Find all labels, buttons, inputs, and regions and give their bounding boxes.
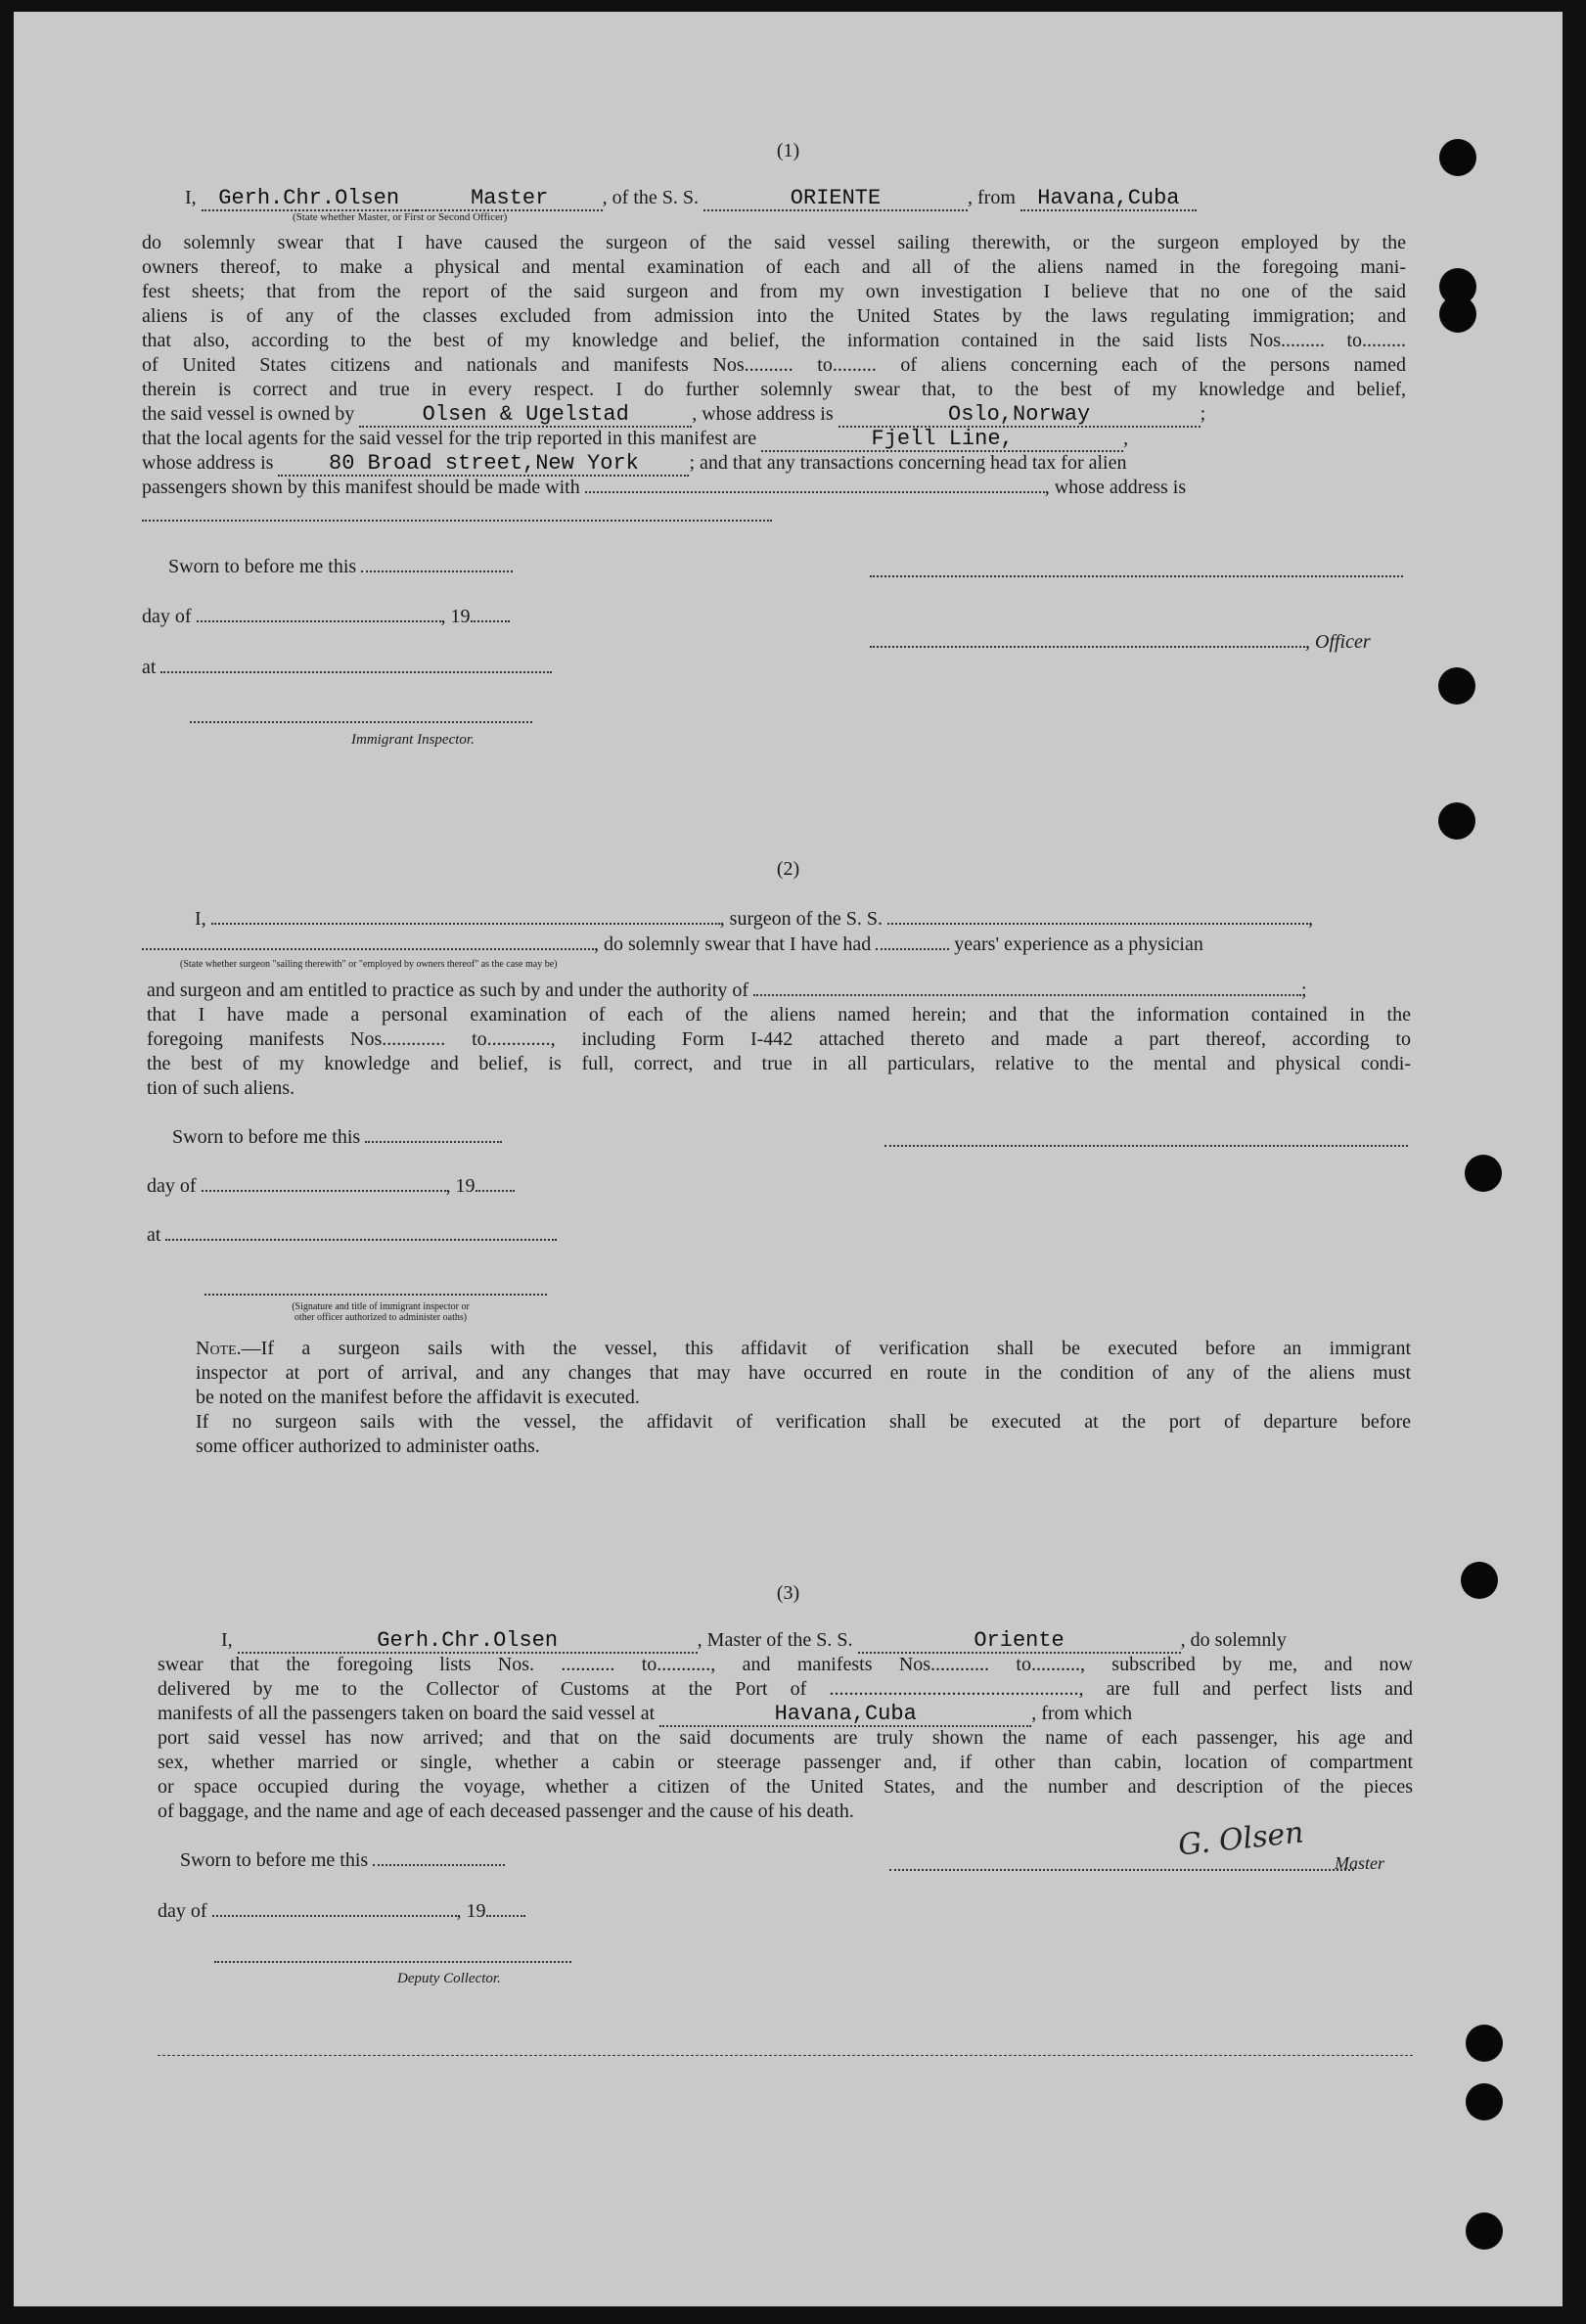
surgeon-text-line: tion of such aliens. xyxy=(147,1077,295,1099)
at-line-1: at xyxy=(142,656,552,680)
sworn-line-3: Sworn to before me this xyxy=(180,1848,505,1873)
surgeon-status-field[interactable] xyxy=(142,933,594,950)
agent-field[interactable]: Fjell Line, xyxy=(761,429,1123,452)
day-line-2: day of , 19 xyxy=(147,1174,515,1199)
binder-hole xyxy=(1466,2212,1503,2250)
surgeon-signature-blank[interactable] xyxy=(884,1145,1408,1147)
surgeon-text-line: the best of my knowledge and belief, is full, correct, and true in all particulars, relative to the mental and physical condi- xyxy=(147,1053,1411,1074)
section-number-3: (3) xyxy=(776,1582,800,1604)
master-signature: G. Olsen xyxy=(1176,1815,1306,1863)
collector-text-line: of baggage, and the name and age of each deceased passenger and the cause of his death. xyxy=(158,1800,854,1822)
vessel-name-field-3[interactable]: Oriente xyxy=(858,1630,1181,1654)
authority-line: and surgeon and am entitled to practice as such by and under the authority of ; xyxy=(147,980,1307,1001)
port-line: manifests of all the passengers taken on board the said vessel at Havana,Cuba , from which xyxy=(158,1702,1132,1726)
master-declaration-line: I, Gerh.Chr.Olsen Master , of the S. S. ORIENTE , from Havana,Cuba xyxy=(185,186,1408,211)
collector-text-line: port said vessel has now arrived; and that on the said documents are truly shown the name of each passenger, his age and xyxy=(158,1727,1413,1749)
years-field[interactable] xyxy=(876,933,949,950)
vessel-name-field[interactable]: ORIENTE xyxy=(703,188,968,211)
signature-note: (Signature and title of immigrant inspector or other officer authorized to administer oaths) xyxy=(292,1301,470,1323)
embarkation-port-field[interactable]: Havana,Cuba xyxy=(659,1704,1031,1727)
collector-text-line: swear that the foregoing lists Nos. ........... to..........., and manifests Nos............ to.........., subscribed by me, and now xyxy=(158,1654,1413,1675)
inspector-signature-blank[interactable] xyxy=(190,721,532,723)
bleed-through-text: ​ xyxy=(207,129,211,159)
surgeon-text-line: that I have made a personal examination of each of the aliens named herein; and that the information contained in the xyxy=(147,1004,1411,1025)
agent-address-field[interactable]: 80 Broad street,New York xyxy=(278,453,689,477)
binder-hole xyxy=(1465,1155,1502,1192)
collector-oath-line: I, Gerh.Chr.Olsen , Master of the S. S. Oriente , do solemnly xyxy=(221,1628,1287,1653)
master-role-field[interactable]: Master xyxy=(417,188,603,211)
binder-hole xyxy=(1438,802,1475,840)
at-line-2: at xyxy=(147,1223,557,1248)
collector-text-line: sex, whether married or single, whether a cabin or steerage passenger and, if other than cabin, location of compartment xyxy=(158,1752,1413,1773)
master-signature-blank[interactable] xyxy=(889,1869,1354,1871)
owner-address-field[interactable]: Oslo,Norway xyxy=(838,404,1201,428)
agents-line: that the local agents for the said vessel for the trip reported in this manifest are Fjell Line, , xyxy=(142,427,1129,451)
authority-field[interactable] xyxy=(753,979,1301,996)
surgeon-vessel-field[interactable] xyxy=(887,907,1308,925)
master-caption: Master xyxy=(1335,1853,1384,1873)
section-number-2: (2) xyxy=(776,858,800,880)
sworn-line-2: Sworn to before me this xyxy=(172,1125,502,1150)
officer-line: , Officer xyxy=(870,630,1406,655)
sworn-line-1: Sworn to before me this xyxy=(168,555,513,579)
surgeon-text-line: foregoing manifests Nos............. to............., including Form I-442 attached thereto and made a part thereof, according to xyxy=(147,1028,1411,1050)
head-tax-party-field[interactable] xyxy=(585,476,1045,493)
binder-hole xyxy=(1439,296,1476,333)
binder-hole xyxy=(1466,2083,1503,2120)
surgeon-name-field[interactable] xyxy=(211,907,720,925)
immigrant-inspector-caption: Immigrant Inspector. xyxy=(351,732,475,748)
officer-signature-blank-top[interactable] xyxy=(870,575,1403,577)
collector-text-line: or space occupied during the voyage, whether a citizen of the United States, and the number and description of the pieces xyxy=(158,1776,1413,1798)
binder-hole xyxy=(1466,2025,1503,2062)
owner-field[interactable]: Olsen & Ugelstad xyxy=(359,404,692,428)
day-line-3: day of , 19 xyxy=(158,1899,525,1924)
officer-signature-blank[interactable] xyxy=(870,630,1305,648)
bottom-rule xyxy=(158,2055,1413,2056)
agent-address-line: whose address is 80 Broad street,New York ; and that any transactions concerning head tax for alien xyxy=(142,451,1127,476)
passengers-line: passengers shown by this manifest should be made with , whose address is xyxy=(142,477,1187,498)
examining-officer-signature-blank[interactable] xyxy=(204,1294,547,1296)
collector-text-line: delivered by me to the Collector of Customs at the Port of ..................................................., are full and perfect lists and xyxy=(158,1678,1413,1700)
surgeon-experience-line: , do solemnly swear that I have had years' experience as a physician xyxy=(142,933,1414,957)
deputy-collector-signature-blank[interactable] xyxy=(214,1961,571,1963)
departure-port-field[interactable]: Havana,Cuba xyxy=(1020,188,1197,211)
surgeon-status-note: (State whether surgeon "sailing therewith" or "employed by owners thereof" as the case may be) xyxy=(180,959,558,970)
address-blank[interactable] xyxy=(142,520,772,522)
section-number-1: (1) xyxy=(776,140,800,161)
binder-hole xyxy=(1438,667,1475,705)
master-role-note: (State whether Master, or First or Second Officer) xyxy=(293,211,508,223)
owner-line: the said vessel is owned by Olsen & Ugelstad , whose address is Oslo,Norway ; xyxy=(142,402,1206,427)
master-name-field-3[interactable]: Gerh.Chr.Olsen xyxy=(238,1630,698,1654)
surgeon-line: I, , surgeon of the S. S. , xyxy=(195,908,1313,930)
manifest-page: ​ (1) I, Gerh.Chr.Olsen Master , of the S. S. ORIENTE , from Havana,Cuba (State whether Master, or First or Second Officer) do solemnly swear that I have caused the surgeon of the said vessel sailing therewith, or the surgeon employed by the owners thereof, to make a physical and mental examination of each and all of the aliens named in the foregoing mani- fest sheets; that from the report of the said surgeon and from my own investigation I believe that no one of the said aliens is of any of the classes excluded from admission into the United States by the laws regulating immigration; and that also, according to the best of my knowledge and belief, the information contained in the said lists Nos......... to......... of United States citizens and nationals and manifests Nos.......... to......... of aliens concerning each of the persons named therein is correct and true in every respect. I do further solemnly swear that, to the best of my knowledge and belief, the said vessel is owned by Olsen & Ugelstad , whose address is Oslo,Norway ; that the local agents for the said vessel for the trip reported in this manifest are Fjell Line, , whose address is 80 Broad street,New York ; and that any transactions concerning head tax for alien passengers shown by this manifest should be made with , whose address is Sworn to before me this day of , 19 , Officer at Immigrant Inspector. (2) I, , surgeon of the S. S. , , do solemnly swear that I have had years' experience as a physician (State whether surgeon "sailing therewith" or "employed by owners thereof" as the case may be) and surgeon and am entitled to practice as such by and under the authority of ; that I have made a personal examination of each of the aliens named herein; and that the information contained in the foregoing manifests Nos............. to............., including Form I-442 attached thereto and made a part thereof, according to the best of my knowledge and belief, is full, correct, and true in all particulars, relative to the mental and physical condi- tion of such aliens. Sworn to before me this day of , 19 at (Signature and title of immigrant inspector or other officer authorized to administer oaths) Note.—If a surgeon sails with the vessel, this affidavit of verification shall be executed before an immigrant inspector at port of arrival, and any changes that may have occurred en route in the condition of any of the aliens must be noted on the manifest before the affidavit is executed. If no surgeon sails with the vessel, the affidavit of verification shall be executed at the port of departure before some officer authorized to administer oaths. (3) I, Gerh.Chr.Olsen , Master of the S. S. Oriente , do solemnly swear that the foregoing lists Nos. ........... to..........., and manifests Nos............ to.........., subscribed by me, and now delivered by me to the Collector of Customs at the Port of ..................................................., are full and perfect lists and manifests of all the passengers taken on board the said vessel at Havana,Cuba , from which port said vessel has now arrived; and that on the said documents are truly shown the name of each passenger, his age and sex, whether married or single, whether a cabin or steerage passenger and, if other than cabin, location of compartment or space occupied during the voyage, whether a citizen of the United States, and the number and description of the pieces of baggage, and the name and age of each deceased passenger and the cause of his death. Sworn to before me this G. Olsen Master day of , 19 Deputy Collector. xyxy=(14,12,1563,2306)
day-line-1: day of , 19 xyxy=(142,605,510,629)
deputy-collector-caption: Deputy Collector. xyxy=(397,1971,501,1986)
master-name-field[interactable]: Gerh.Chr.Olsen xyxy=(202,188,417,211)
